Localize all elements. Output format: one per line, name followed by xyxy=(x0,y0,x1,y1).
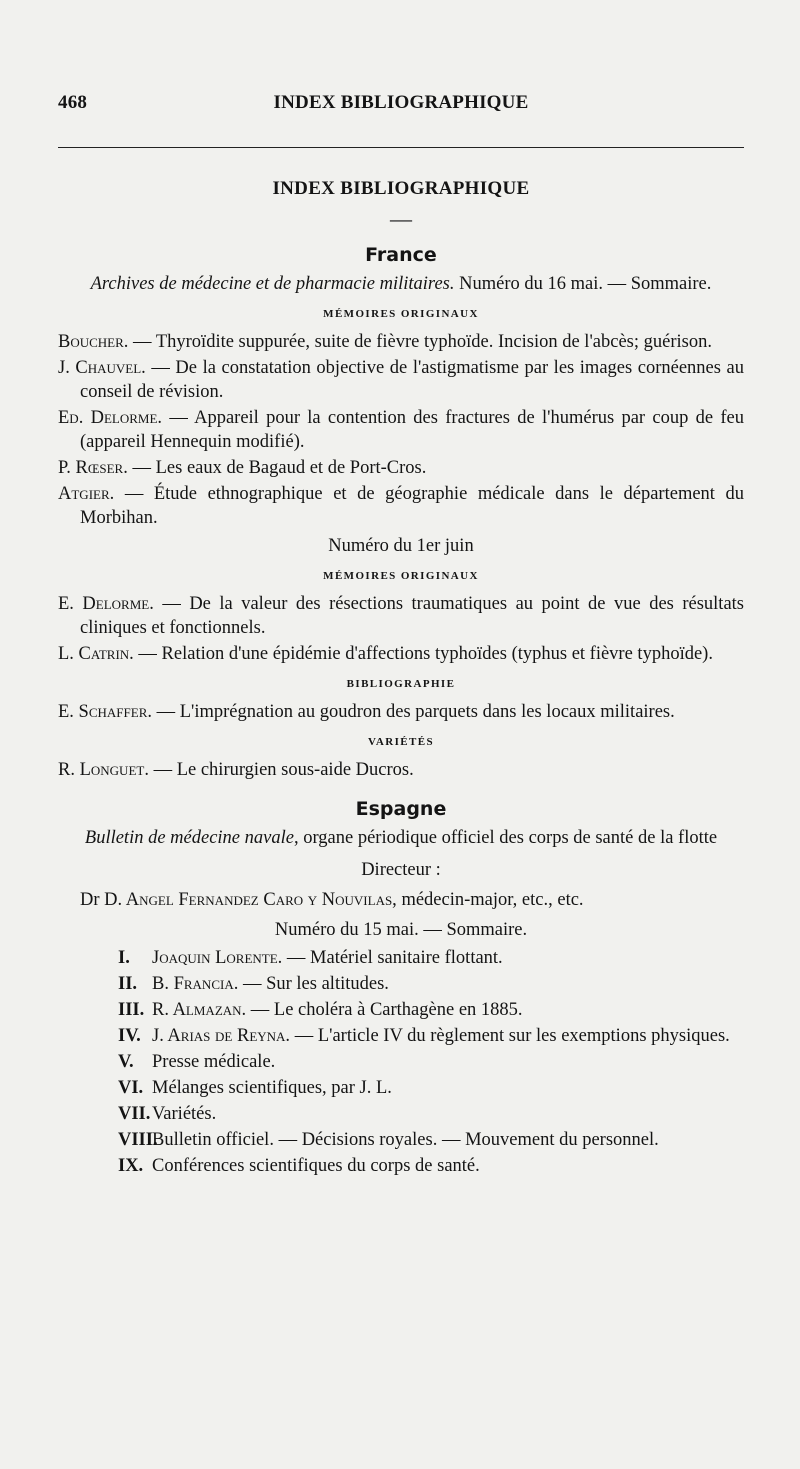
entry-text: — Le choléra à Carthagène en 1885. xyxy=(246,1000,523,1020)
director-prefix: Dr xyxy=(80,890,100,910)
title-separator: — xyxy=(390,206,412,231)
entry-author: Joaquin Lorente. xyxy=(152,948,283,968)
running-title: INDEX BIBLIOGRAPHIQUE xyxy=(273,92,529,113)
item-number: IV. xyxy=(118,1026,141,1046)
list-item xyxy=(58,1076,744,1100)
bibliography-entry xyxy=(58,700,744,724)
item-number: VIII. xyxy=(118,1130,158,1150)
entry-list-memoires-1-juin xyxy=(58,592,744,666)
issue-heading: Numéro du 15 mai. — Sommaire. xyxy=(274,920,528,940)
entry-text: Mélanges scientifiques, par J. L. xyxy=(152,1078,392,1098)
journal-title-espagne xyxy=(58,826,744,850)
entry-author: E. Schaffer. xyxy=(58,702,152,722)
item-number: I. xyxy=(118,948,130,968)
subsection-heading: BIBLIOGRAPHIE xyxy=(346,678,456,690)
bibliography-entry xyxy=(58,758,744,782)
entry-author: P. Rœser. xyxy=(58,458,128,478)
entry-author: Ed. Delorme. xyxy=(58,408,163,428)
entry-text: Conférences scientifiques du corps de santé. xyxy=(152,1156,480,1176)
entry-text: — L'imprégnation au goudron des parquets dans les locaux militaires. xyxy=(151,702,675,722)
page-number: 468 xyxy=(58,92,88,113)
numbered-contents-list xyxy=(58,946,744,1178)
entry-text: — Les eaux de Bagaud et de Port-Cros. xyxy=(127,458,427,478)
list-item xyxy=(58,1154,744,1178)
list-item xyxy=(58,1050,744,1074)
bibliography-entry xyxy=(58,482,744,530)
entry-author: J. Chauvel. xyxy=(58,358,146,378)
journal-title-france xyxy=(58,272,744,296)
bibliography-entry xyxy=(58,406,744,454)
list-item xyxy=(58,1024,744,1048)
issue-heading: Numéro du 1er juin xyxy=(328,536,474,556)
journal-description: , organe périodique officiel des corps de santé de la flotte xyxy=(293,828,718,848)
index-content xyxy=(58,178,744,1180)
entry-text: — Matériel sanitaire flottant. xyxy=(282,948,503,968)
item-number: IX. xyxy=(118,1156,144,1176)
section-title: INDEX BIBLIOGRAPHIQUE xyxy=(272,178,530,199)
list-item xyxy=(58,946,744,970)
item-number: III. xyxy=(118,1000,145,1020)
entry-author: E. Delorme. xyxy=(58,594,154,614)
entry-text: — Le chirurgien sous-aide Ducros. xyxy=(148,760,414,780)
bibliography-entry xyxy=(58,456,744,480)
country-heading-espagne: Espagne xyxy=(355,798,447,820)
director-line xyxy=(58,888,744,912)
running-header xyxy=(58,92,744,116)
entry-author: J. Arias de Reyna. xyxy=(152,1026,291,1046)
item-number: V. xyxy=(118,1052,134,1072)
entry-text: — Thyroïdite suppurée, suite de fièvre typhoïde. Incision de l'abcès; guérison. xyxy=(128,332,712,352)
entry-text: — L'article IV du règlement sur les exemptions physiques. xyxy=(290,1026,730,1046)
entry-author: R. Almazan. xyxy=(152,1000,247,1020)
subsection-heading: VARIÉTÉS xyxy=(367,736,435,748)
bibliography-entry xyxy=(58,642,744,666)
item-number: II. xyxy=(118,974,138,994)
entry-text: — Relation d'une épidémie d'affections typhoïdes (typhus et fièvre typhoïde). xyxy=(133,644,713,664)
entry-text: — Sur les altitudes. xyxy=(238,974,389,994)
list-item xyxy=(58,1102,744,1126)
list-item xyxy=(58,1128,744,1152)
item-number: VI. xyxy=(118,1078,144,1098)
bibliography-entry xyxy=(58,356,744,404)
subsection-heading: MÉMOIRES ORIGINAUX xyxy=(323,570,479,582)
entry-text: Bulletin officiel. — Décisions royales. — Mouvement du personnel. xyxy=(152,1130,659,1150)
director-title: médecin-major, etc., etc. xyxy=(396,890,584,910)
entry-author: L. Catrin. xyxy=(58,644,134,664)
entry-author: B. Francia. xyxy=(152,974,239,994)
entry-text: — Étude ethnographique et de géographie médicale dans le département du Morbihan. xyxy=(80,484,744,528)
journal-name: Bulletin de médecine navale xyxy=(84,828,294,848)
bibliography-entry xyxy=(58,592,744,640)
country-heading-france: France xyxy=(365,244,437,266)
entry-author: R. Longuet. xyxy=(58,760,149,780)
entry-text: — Appareil pour la contention des fractures de l'humérus par coup de feu (appareil Hennequin modifié). xyxy=(80,408,744,452)
entry-text: Variétés. xyxy=(152,1104,217,1124)
entry-author: Boucher. xyxy=(58,332,129,352)
subsection-heading: MÉMOIRES ORIGINAUX xyxy=(323,308,479,320)
entry-text: — De la valeur des résections traumatiques au point de vue des résultats cliniques et fonctionnels. xyxy=(80,594,744,638)
journal-name: Archives de médecine et de pharmacie militaires. xyxy=(90,274,455,294)
entry-author: Atgier. xyxy=(58,484,115,504)
list-item xyxy=(58,998,744,1022)
item-number: VII. xyxy=(118,1104,151,1124)
list-item xyxy=(58,972,744,996)
director-name: D. Angel Fernandez Caro y Nouvilas, xyxy=(99,890,397,910)
bibliography-entry xyxy=(58,330,744,354)
journal-issue: Numéro du 16 mai. — Sommaire. xyxy=(454,274,712,294)
entry-text: — De la constatation objective de l'astigmatisme par les images cornéennes au conseil de révision. xyxy=(80,358,744,402)
entry-text: Presse médicale. xyxy=(152,1052,276,1072)
director-label: Directeur : xyxy=(361,860,441,880)
header-rule xyxy=(58,147,744,148)
entry-list-memoires-16-mai xyxy=(58,330,744,530)
